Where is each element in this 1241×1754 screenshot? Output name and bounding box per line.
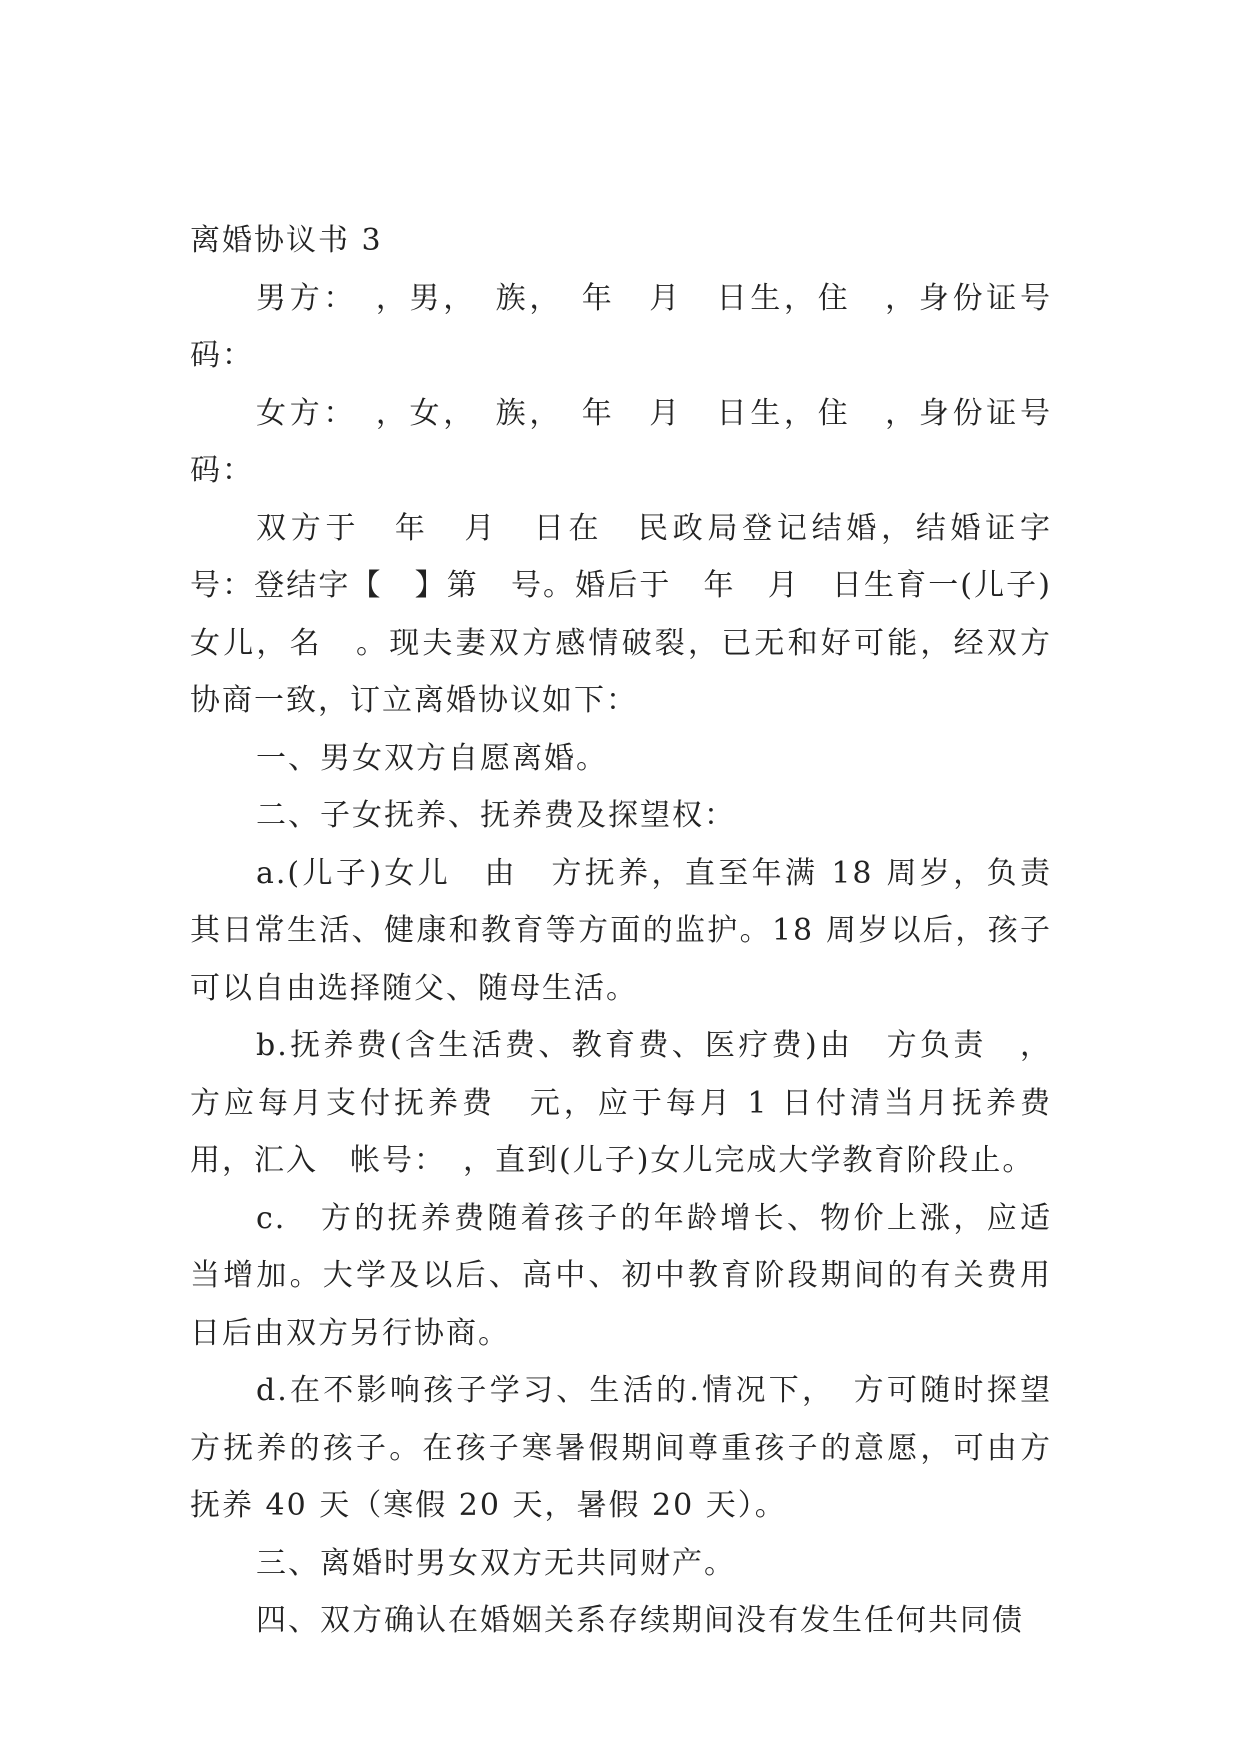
clause-1: 一、男女双方自愿离婚。 <box>256 740 608 776</box>
document-title: 离婚协议书 3 <box>190 223 383 258</box>
clause-2a: a.(儿子)女儿 由 方抚养，直至年满 18 周岁，负责其日常生活、健康和教育等方面的监护。18 周岁以后，孩子可以自由选择随父、随母生活。 <box>190 855 1052 1006</box>
clause-2c: c. 方的抚养费随着孩子的年龄增长、物价上涨，应适当增加。大学及以后、高中、初中教育阶段期间的有关费用日后由双方另行协商。 <box>190 1200 1052 1351</box>
document-body <box>190 212 1052 1650</box>
clause-2b: b.抚养费(含生活费、教育费、医疗费)由 方负责 ，方应每月支付抚养费 元，应于每月 1 日付清当月抚养费用，汇入 帐号： ，直到(儿子)女儿完成大学教育阶段止。 <box>190 1028 1052 1178</box>
paragraph-female-party: 女方： ，女， 族， 年 月 日生，住 ，身份证号码： <box>190 395 1052 488</box>
paragraph-marriage-info: 双方于 年 月 日在 民政局登记结婚，结婚证字号：登结字【 】第 号。婚后于 年 月 日生育一(儿子)女儿，名 。现夫妻双方感情破裂，已无和好可能，经双方协商一致，订立离婚协议如下： <box>190 510 1052 718</box>
clause-2-heading: 二、子女抚养、抚养费及探望权： <box>256 798 736 833</box>
clause-2d: d.在不影响孩子学习、生活的.情况下， 方可随时探望方抚养的孩子。在孩子寒暑假期间尊重孩子的意愿，可由方抚养 40 天（寒假 20 天，暑假 20 天）。 <box>190 1373 1052 1523</box>
clause-4: 四、双方确认在婚姻关系存续期间没有发生任何共同债 <box>256 1603 1024 1638</box>
clause-3: 三、离婚时男女双方无共同财产。 <box>256 1545 736 1581</box>
paragraph-male-party: 男方： ，男， 族， 年 月 日生，住 ，身份证号码： <box>190 280 1052 373</box>
